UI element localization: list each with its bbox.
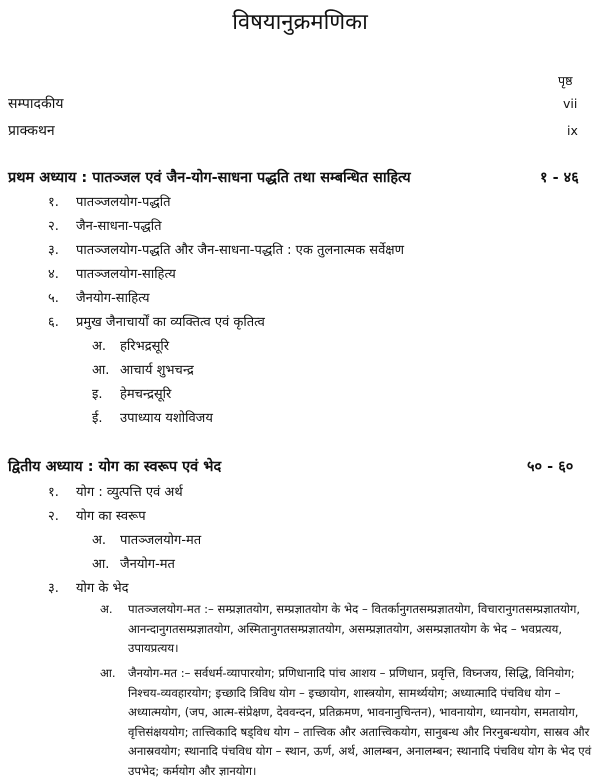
toc-subitem-number: अ. [92,339,107,354]
toc-paragraph-text: पातञ्जलयोग-मत :– सम्प्रज्ञातयोग, सम्प्रज्ञातयोग के भेद – वितर्कानुगतसम्प्रज्ञातयोग, विचारानुगतसम्प्रज्ञातयोग, आनन्दानुगतसम्प्रज्ञातयोग, अस्मितानुगतसम्प्रज्ञातयोग, असम्प्रज्ञातयोग, असम्प्रज्ञातयोग के भेद – भवप्रत्यय, उपायप्रत्यय। [128,602,581,655]
toc-item-number: २. [48,219,59,234]
toc-item-number: ५. [48,291,59,306]
toc-paragraph [100,664,594,780]
toc-item: पातञ्जलयोग-पद्धति और जैन-साधना-पद्धति : एक तुलनात्मक सर्वेक्षण [76,243,405,258]
toc-subitem-number: अ. [100,602,113,616]
toc-item-number: ६. [48,315,59,330]
page-column-header: पृष्ठ [558,73,573,88]
toc-item: प्रमुख जैनाचार्यों का व्यक्तित्व एवं कृतित्व [76,315,265,330]
chapter1-heading: प्रथम अध्याय : पातञ्जल एवं जैन-योग-साधना पद्धति तथा सम्बन्धित साहित्य [8,170,411,186]
toc-subitem-number: इ. [92,387,103,402]
toc-item-number: २. [48,509,59,524]
toc-subitem-number: आ. [100,666,116,680]
toc-subitem: उपाध्याय यशोविजय [120,411,213,426]
toc-item-number: ४. [48,267,59,282]
toc-item: योग का स्वरूप [76,509,146,524]
page-title: विषयानुक्रमणिका [232,10,368,35]
toc-paragraph [100,600,594,660]
front-matter-label: प्राक्कथन [8,123,55,139]
toc-subitem: हेमचन्द्रसूरि [120,387,172,402]
front-matter-page: vii [563,96,578,111]
toc-subitem: पातञ्जलयोग-मत [120,533,202,548]
chapter1-pages: १ - ४६ [540,170,579,186]
chapter2-pages: ५० - ६० [527,459,574,475]
chapter2-heading: द्वितीय अध्याय : योग का स्वरूप एवं भेद [8,459,222,475]
toc-subitem-number: आ. [92,363,110,378]
toc-item-number: ३. [48,243,59,258]
toc-subitem-number: ई. [92,411,103,426]
toc-item: पातञ्जलयोग-साहित्य [76,267,176,282]
toc-item: योग के भेद [76,581,129,596]
toc-item: योग : व्युत्पत्ति एवं अर्थ [76,485,183,500]
toc-subitem-number: आ. [92,557,110,572]
toc-item-number: १. [48,195,59,210]
front-matter-label: सम्पादकीय [8,96,64,112]
toc-item-number: ३. [48,581,59,596]
toc-item: जैनयोग-साहित्य [76,291,150,306]
toc-paragraph-text: जैनयोग-मत :– सर्वधर्म-व्यापारयोग; प्रणिधानादि पांच आशय – प्रणिधान, प्रवृत्ति, विघ्नजय, सिद्धि, विनियोग; निश्चय-व्यवहारयोग; इच्छादि त्रिविध योग – इच्छायोग, शास्त्रयोग, सामर्थ्ययोग; अध्यात्मादि पंचविध योग – अध्यात्मयोग, (जप, आत्म-संप्रेक्षण, देववन्दन, प्रतिक्रमण, भावनानुचिन्तन), भावनायोग, ध्यानयोग, समतायोग, वृत्तिसंक्षययोग; तात्त्विकादि षड्विध योग – तात्त्विक और अतात्त्विकयोग, सानुबन्ध और निरनुबन्धयोग, सास्रव और अनास्रवयोग; स्थानादि पंचविध योग – स्थान, ऊर्ण, अर्थ, आलम्बन, अनालम्बन; स्थानादि पंचविध योग के भेद एवं उपभेद; कर्मयोग और ज्ञानयोग। [128,666,592,778]
toc-subitem: जैनयोग-मत [120,557,175,572]
toc-subitem: आचार्य शुभचन्द्र [120,363,194,378]
toc-subitem: हरिभद्रसूरि [120,339,170,354]
toc-subitem-number: अ. [92,533,107,548]
front-matter-page: ix [567,123,578,138]
toc-item: जैन-साधना-पद्धति [76,219,162,234]
toc-item: पातञ्जलयोग-पद्धति [76,195,171,210]
toc-item-number: १. [48,485,59,500]
